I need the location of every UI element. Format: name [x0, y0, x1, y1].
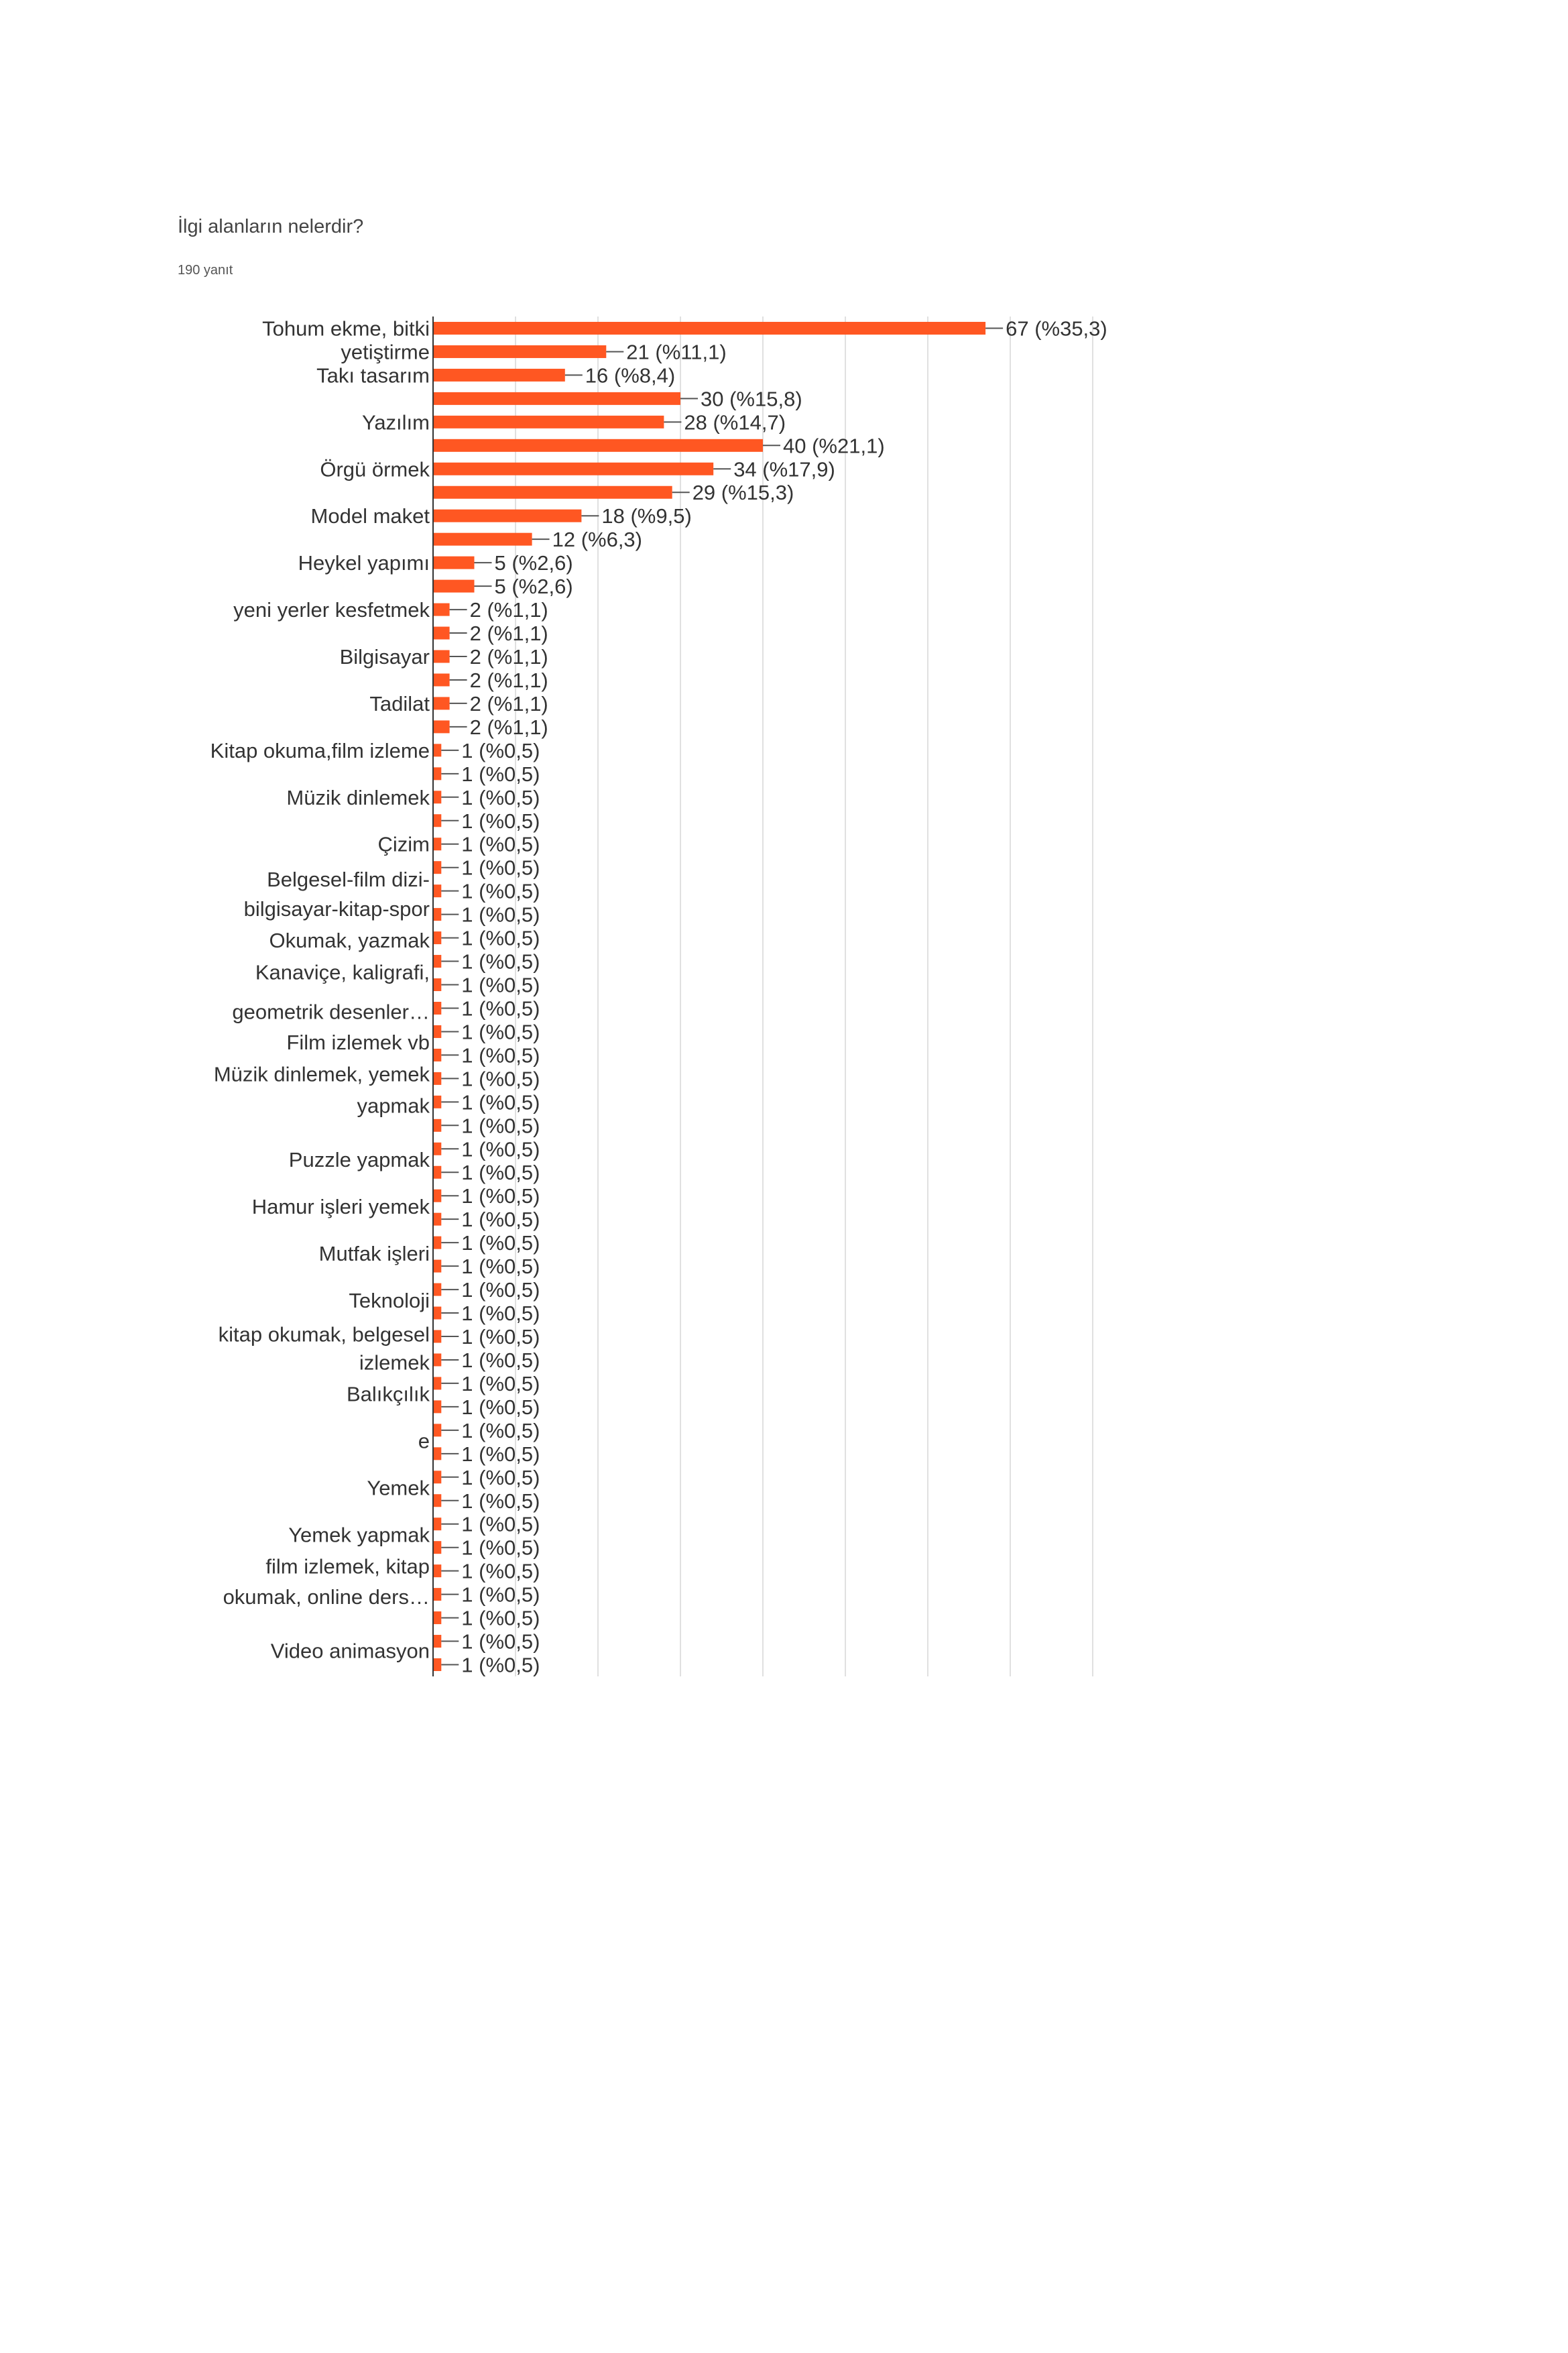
bar: [433, 1237, 441, 1249]
data-label: 1 (%0,5): [461, 1161, 540, 1185]
bar: [433, 697, 450, 709]
data-label: 18 (%9,5): [601, 504, 692, 528]
category-label: Takı tasarım: [316, 363, 430, 388]
bar: [433, 1635, 441, 1648]
data-label: 1 (%0,5): [461, 1137, 540, 1161]
category-label: bilgisayar-kitap-spor: [243, 897, 430, 921]
category-label: Tohum ekme, bitki: [262, 317, 430, 341]
data-label: 1 (%0,5): [461, 1536, 540, 1560]
bar: [433, 931, 441, 944]
category-label: Kanaviçe, kaligrafi,: [255, 960, 430, 984]
data-label: 2 (%1,1): [469, 715, 548, 739]
category-label: Yemek: [367, 1476, 430, 1500]
data-label: 1 (%0,5): [461, 1067, 540, 1091]
data-label: 2 (%1,1): [469, 668, 548, 692]
category-labels: [210, 317, 430, 1662]
data-label: 2 (%1,1): [469, 598, 548, 622]
bar: [433, 1353, 441, 1366]
data-label: 30 (%15,8): [701, 387, 802, 411]
bar: [433, 1119, 441, 1132]
bar: [433, 1049, 441, 1061]
bar: [433, 486, 672, 499]
category-label: Kitap okuma,film izleme: [210, 738, 430, 762]
bar: [433, 1564, 441, 1577]
bar: [433, 955, 441, 968]
category-label: Çizim: [377, 832, 430, 856]
data-label: 1 (%0,5): [461, 1559, 540, 1583]
data-label: 5 (%2,6): [494, 551, 573, 575]
category-label: Hamur işleri yemek: [251, 1194, 430, 1218]
data-label: 1 (%0,5): [461, 1489, 540, 1513]
data-label: 1 (%0,5): [461, 1583, 540, 1607]
bar: [433, 673, 450, 686]
bar: [433, 1377, 441, 1389]
bar: [433, 392, 680, 405]
bar: [433, 978, 441, 991]
category-label: Balıkçılık: [346, 1382, 430, 1406]
bar: [433, 650, 450, 663]
bar: [433, 838, 441, 850]
bar: [433, 345, 606, 358]
data-label: 1 (%0,5): [461, 1465, 540, 1489]
data-label: 1 (%0,5): [461, 1020, 540, 1044]
data-label: 29 (%15,3): [692, 481, 794, 505]
category-label: yetiştirme: [341, 340, 430, 364]
data-label: 2 (%1,1): [469, 622, 548, 646]
bar: [433, 908, 441, 921]
bar: [433, 1143, 441, 1155]
bar: [433, 767, 441, 780]
category-label: Film izlemek vb: [286, 1031, 430, 1055]
data-label: 1 (%0,5): [461, 950, 540, 974]
category-label: Heykel yapımı: [298, 551, 430, 575]
bar: [433, 1330, 441, 1343]
data-label: 1 (%0,5): [461, 1231, 540, 1255]
category-label: Bilgisayar: [339, 645, 430, 669]
category-label: yeni yerler kesfetmek: [233, 598, 430, 622]
category-label: okumak, online ders…: [223, 1585, 430, 1609]
bar: [433, 1260, 441, 1273]
bar: [433, 1424, 441, 1436]
bar: [433, 861, 441, 874]
bar: [433, 463, 713, 475]
category-label: Mutfak işleri: [318, 1241, 430, 1265]
data-label: 1 (%0,5): [461, 1395, 540, 1419]
bar: [433, 1517, 441, 1530]
bar: [433, 416, 664, 428]
category-label: kitap okumak, belgesel: [218, 1322, 430, 1346]
data-label: 1 (%0,5): [461, 926, 540, 950]
data-label: 1 (%0,5): [461, 1302, 540, 1326]
category-label: izlemek: [359, 1351, 430, 1375]
bar: [433, 510, 581, 522]
data-label: 1 (%0,5): [461, 1255, 540, 1279]
bar: [433, 322, 985, 335]
bar: [433, 1002, 441, 1015]
category-label: e: [418, 1429, 430, 1453]
data-label: 1 (%0,5): [461, 1348, 540, 1372]
response-count: 190 yanıt: [178, 263, 233, 278]
category-label: yapmak: [357, 1094, 430, 1118]
data-label: 1 (%0,5): [461, 1208, 540, 1232]
chart-title: İlgi alanların nelerdir?: [178, 216, 364, 237]
data-label: 5 (%2,6): [494, 575, 573, 599]
bar: [433, 744, 441, 756]
data-label: 67 (%35,3): [1006, 317, 1107, 341]
bar: [433, 1447, 441, 1460]
category-label: Yemek yapmak: [288, 1523, 430, 1547]
category-label: Müzik dinlemek: [286, 785, 430, 809]
data-label: 2 (%1,1): [469, 691, 548, 715]
category-label: Tadilat: [369, 691, 430, 715]
bar: [433, 580, 475, 593]
data-label: 34 (%17,9): [733, 457, 835, 481]
data-label: 40 (%21,1): [783, 434, 885, 458]
data-label: 28 (%14,7): [684, 410, 786, 435]
data-label: 1 (%0,5): [461, 856, 540, 880]
data-label: 1 (%0,5): [461, 1629, 540, 1654]
data-label: 1 (%0,5): [461, 903, 540, 927]
category-label: Örgü örmek: [320, 457, 430, 481]
bar: [433, 1400, 441, 1413]
bar: [433, 1307, 441, 1320]
bar: [433, 1213, 441, 1226]
data-label: 1 (%0,5): [461, 879, 540, 903]
category-label: Belgesel-film dizi-: [267, 868, 430, 892]
data-label: 1 (%0,5): [461, 1371, 540, 1395]
category-label: Yazılım: [361, 410, 430, 435]
data-label: 2 (%1,1): [469, 645, 548, 669]
data-label: 1 (%0,5): [461, 809, 540, 833]
bar: [433, 557, 475, 569]
data-label: 1 (%0,5): [461, 762, 540, 786]
data-label: 12 (%6,3): [552, 528, 643, 552]
bar: [433, 1096, 441, 1108]
category-label: Müzik dinlemek, yemek: [213, 1062, 430, 1086]
data-label: 1 (%0,5): [461, 738, 540, 762]
data-label: 1 (%0,5): [461, 1325, 540, 1348]
category-label: Video animasyon: [270, 1639, 430, 1663]
bar: [433, 1166, 441, 1179]
data-label: 1 (%0,5): [461, 1418, 540, 1442]
category-label: geometrik desenler…: [232, 1000, 430, 1024]
data-label: 1 (%0,5): [461, 1184, 540, 1208]
data-label: 1 (%0,5): [461, 1512, 540, 1536]
data-label: 16 (%8,4): [585, 363, 676, 388]
bar: [433, 791, 441, 803]
bar: [433, 604, 450, 616]
data-label: 1 (%0,5): [461, 1043, 540, 1068]
data-label: 1 (%0,5): [461, 973, 540, 997]
data-label: 21 (%11,1): [626, 340, 727, 364]
data-label: 1 (%0,5): [461, 785, 540, 809]
category-label: Model maket: [310, 504, 430, 528]
data-label: 1 (%0,5): [461, 1606, 540, 1630]
category-label: Puzzle yapmak: [288, 1148, 430, 1172]
data-label: 1 (%0,5): [461, 832, 540, 856]
bar: [433, 1611, 441, 1624]
data-label: 1 (%0,5): [461, 1278, 540, 1302]
bar: [433, 533, 532, 546]
bar: [433, 1072, 441, 1085]
category-label: Teknoloji: [349, 1288, 430, 1312]
data-label: 1 (%0,5): [461, 1442, 540, 1466]
bar: [433, 1471, 441, 1483]
bar: [433, 1588, 441, 1601]
bar: [433, 1025, 441, 1038]
bar: [433, 439, 763, 452]
bar: [433, 720, 450, 733]
category-label: Okumak, yazmak: [269, 929, 430, 953]
bar: [433, 627, 450, 640]
category-label: film izlemek, kitap: [265, 1554, 430, 1579]
data-label: 1 (%0,5): [461, 1114, 540, 1138]
bar: [433, 369, 565, 382]
data-label: 1 (%0,5): [461, 996, 540, 1021]
data-label: 1 (%0,5): [461, 1653, 540, 1677]
bar: [433, 1283, 441, 1296]
bar: [433, 1658, 441, 1671]
bar: [433, 814, 441, 827]
bar: [433, 884, 441, 897]
bar: [433, 1494, 441, 1507]
bar: [433, 1541, 441, 1554]
data-label: 1 (%0,5): [461, 1090, 540, 1114]
bar: [433, 1190, 441, 1202]
